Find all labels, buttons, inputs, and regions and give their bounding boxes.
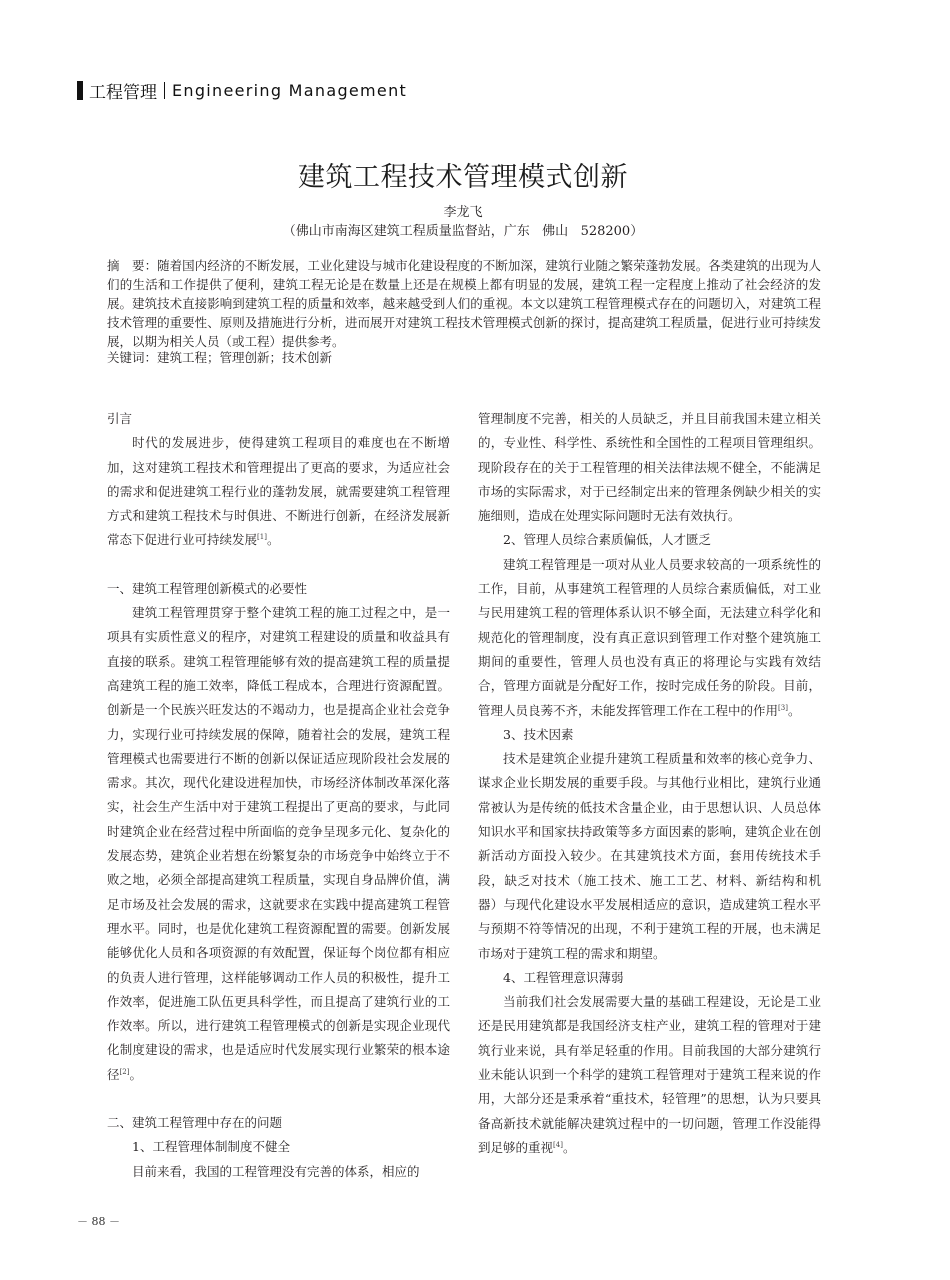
subsection-4-paragraph — [478, 990, 821, 1160]
author: 李龙飞 — [443, 205, 483, 220]
subsection-3-paragraph: 技术是建筑企业提升建筑工程质量和效率的核心竞争力、谋求企业长期发展的重要手段。与其他行业相比，建筑行业通常被认为是传统的低技术含量企业，由于思想认识、人员总体知识水平和国家扶持政策等多方面因素的影响，建筑企业在创新活动方面投入较少。在其建筑技术方面，套用传统技术手段，缺乏对技术（施工技术、施工工艺、材料、新结构和机器）与现代化建设水平发展相适应的意识，造成建筑工程水平与预期不符等情况的出现，不利于建筑工程的开展，也未满足市场对于建筑工程的需求和期望。 — [478, 751, 821, 961]
subsection-1-heading: 1、工程管理体制制度不健全 — [132, 1139, 290, 1155]
intro-text: 时代的发展进步，使得建筑工程项目的难度也在不断增加，这对建筑工程技术和管理提出了更高的要求，为适应社会的需求和促进建筑工程行业的蓬勃发展，就需要建筑工程管理方式和建筑工程技术与时俱进、不断进行创新，在经济发展新常态下促进行业可持续发展 — [107, 435, 450, 548]
citation-4: [4] — [553, 1140, 563, 1149]
header-section-en: Engineering Management — [172, 80, 408, 100]
section-1-paragraph — [107, 601, 450, 1087]
subsection-2-text: 建筑工程管理是一项对从业人员要求较高的一项系统性的工作，目前，从事建筑工程管理的人员综合素质偏低，对工业与民用建筑工程的管理体系认识不够全面，无法建立科学化和规范化的管理制度，没有真正意识到管理工作对整个建筑施工期间的重要性，管理人员也没有真正的将理论与实践有效结合，管理方面就是分配好工作，按时完成任务的阶段。目前，管理人员良莠不齐，未能发挥管理工作在工程中的作用 — [478, 556, 821, 718]
intro-end: 。 — [266, 532, 280, 548]
intro-heading: 引言 — [107, 411, 133, 426]
citation-2: [2] — [119, 1067, 130, 1076]
section-2-heading: 二、建筑工程管理中存在的问题 — [107, 1115, 283, 1131]
article-title: 建筑工程技术管理模式创新 — [298, 162, 628, 193]
header-section-cn: 工程管理 — [89, 82, 157, 103]
page-number: － 88 － — [77, 1215, 120, 1228]
subsection-4-heading: 4、工程管理意识薄弱 — [503, 969, 624, 985]
header-bar — [77, 81, 83, 100]
intro-paragraph — [107, 431, 450, 552]
abstract: 摘 要：随着国内经济的不断发展，工业化建设与城市化建设程度的不断加深，建筑行业随之繁荣蓬勃发展。各类建筑的出现为人们的生活和工作提供了便利，建筑工程无论是在数量上还是在规模上都有明显的发展，建筑工程一定程度上推动了社会经济的发展。建筑技术直接影响到建筑工程的质量和效率，越来越受到人们的重视。本文以建筑工程管理模式存在的问题切入，对建筑工程技术管理的重要性、原则及措施进行分析，进而展开对建筑工程技术管理模式创新的探讨，提高建筑工程质量，促进行业可持续发展，以期为相关人员（或工程）提供参考。 — [107, 258, 821, 349]
keywords: 关键词：建筑工程；管理创新；技术创新 — [107, 350, 333, 365]
section-1-heading: 一、建筑工程管理创新模式的必要性 — [107, 580, 308, 596]
subsection-1-paragraph-cont: 管理制度不完善，相关的人员缺乏，并且目前我国未建立相关的，专业性、科学性、系统性和全国性的工程项目管理组织。现阶段存在的关于工程管理的相关法律法规不健全，不能满足市场的实际需求，对于已经制定出来的管理条例缺少相关的实施细则，造成在处理实际问题时无法有效执行。 — [478, 411, 821, 524]
citation-3: [3] — [778, 703, 788, 712]
right-column — [478, 407, 821, 1160]
header-separator — [164, 82, 165, 99]
section-1-end: 。 — [129, 1066, 142, 1082]
subsection-3-heading: 3、技术因素 — [503, 726, 574, 742]
section-1-text: 建筑工程管理贯穿于整个建筑工程的施工过程之中，是一项具有实质性意义的程序，对建筑工程建设的质量和收益具有直接的联系。建筑工程管理能够有效的提高建筑工程的质量提高建筑工程的施工效率，降低工程成本，合理进行资源配置。创新是一个民族兴旺发达的不竭动力，也是提高企业社会竞争力，实现行业可持续发展的保障，随着社会的发展，建筑工程管理模式也需要进行不断的创新以保证适应现阶段社会发展的需求。其次，现代化建设进程加快，市场经济体制改革深化落实，社会生产生活中对于建筑工程提出了更高的要求，与此同时建筑企业在经营过程中所面临的竞争呈现多元化、复杂化的发展态势，建筑企业若想在纷繁复杂的市场竞争中始终立于不败之地，必须全部提高建筑工程质量，实现自身品牌价值，满足市场及社会发展的需求，这就要求在实践中提高建筑工程管理水平。同时，也是优化建筑工程资源配置的需要。创新发展能够优化人员和各项资源的有效配置，保证每个岗位都有相应的负责人进行管理，这样能够调动工作人员的积极性，提升工作效率，促进施工队伍更具科学性，而且提高了建筑行业的工作效率。所以，进行建筑工程管理模式的创新是实现企业现代化制度建设的需求，也是适应时代发展实现行业繁荣的根本途径 — [107, 605, 450, 1082]
affiliation: （佛山市南海区建筑工程质量监督站，广东 佛山 528200） — [282, 224, 644, 239]
citation-1: [1] — [257, 533, 267, 542]
subsection-4-end: 。 — [562, 1139, 576, 1155]
subsection-2-end: 。 — [787, 702, 801, 718]
section-header — [77, 78, 407, 102]
subsection-2-paragraph — [478, 553, 821, 723]
subsection-1-paragraph-start: 目前来看，我国的工程管理没有完善的体系，相应的 — [132, 1163, 420, 1179]
subsection-2-heading: 2、管理人员综合素质偏低，人才匮乏 — [503, 532, 711, 548]
subsection-4-text: 当前我们社会发展需要大量的基础工程建设，无论是工业还是民用建筑都是我国经济支柱产业，建筑工程的管理对于建筑行业来说，具有举足轻重的作用。目前我国的大部分建筑行业未能认识到一个科学的建筑工程管理对于建筑工程来说的作用，大部分还是秉承着“重技术，轻管理”的思想，认为只要具备高新技术就能解决建筑过程中的一切问题，管理工作没能得到足够的重视 — [478, 994, 821, 1155]
left-column — [107, 407, 450, 1184]
